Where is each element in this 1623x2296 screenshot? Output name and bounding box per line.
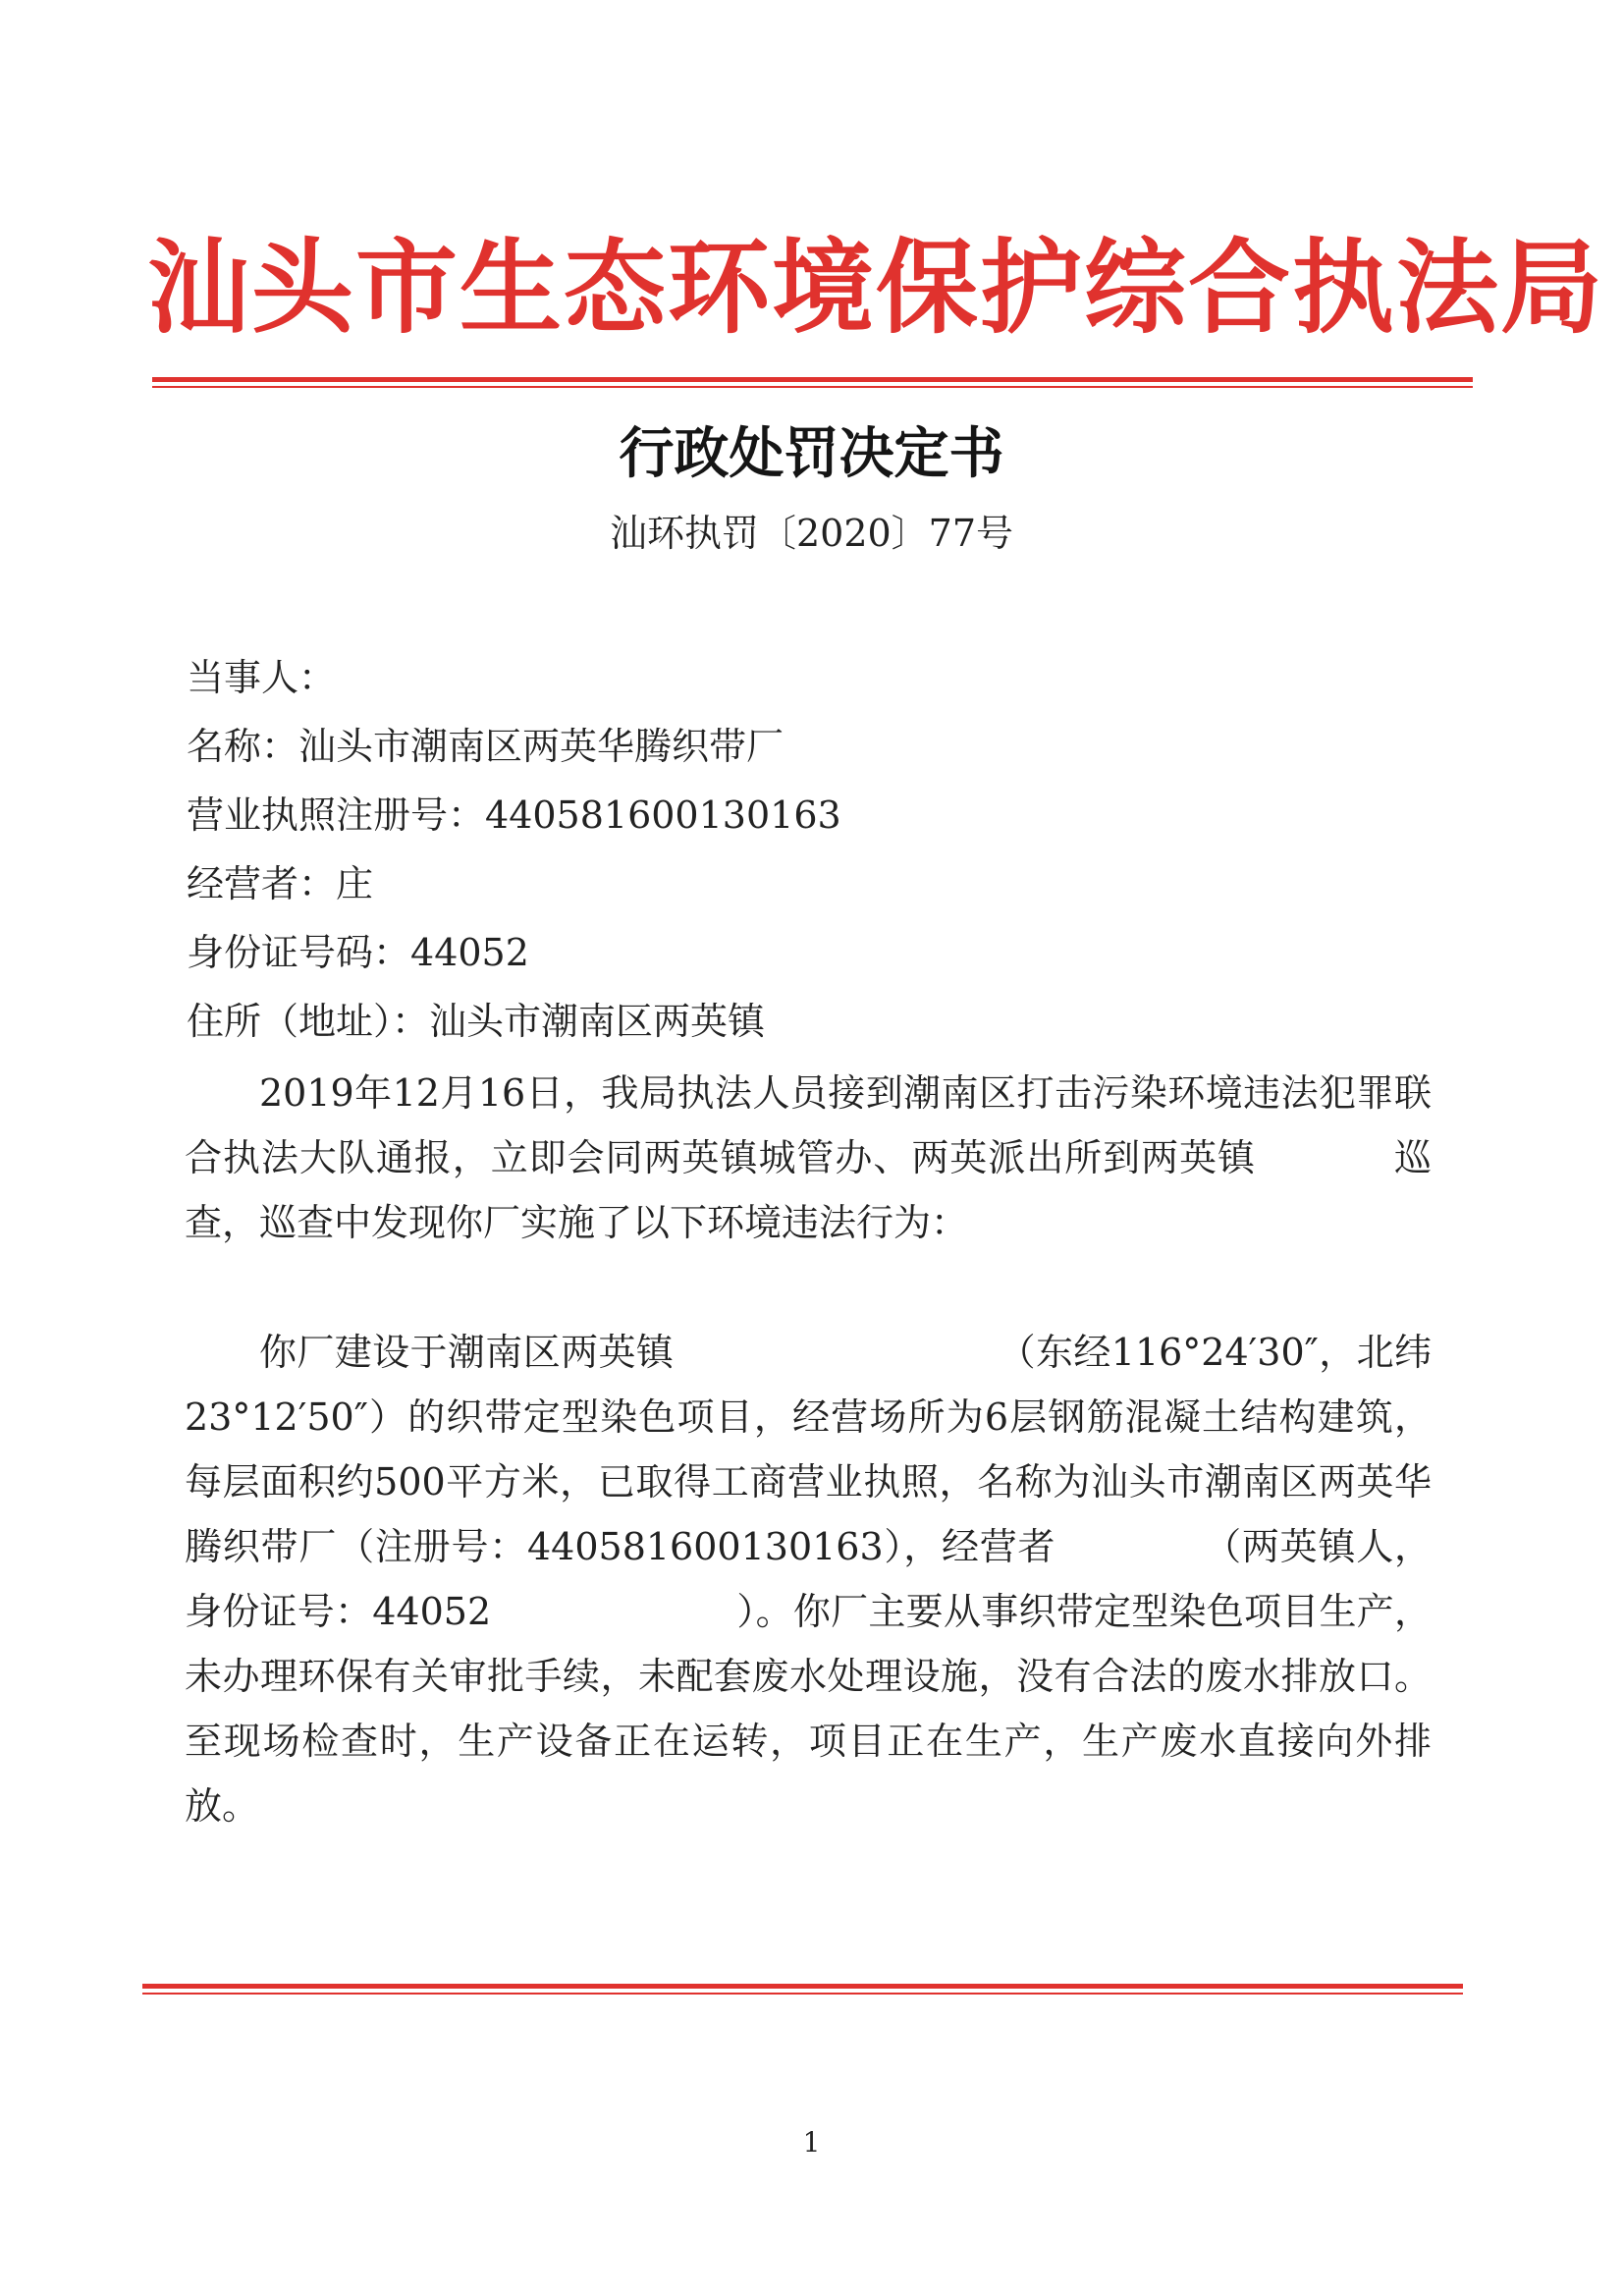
body-paragraph-1: [185, 1061, 1432, 1255]
license-label: 营业执照注册号：: [187, 793, 486, 837]
address-label: 住所（地址）：: [187, 1000, 430, 1043]
page-number: 1: [802, 2126, 821, 2159]
body-paragraph-2: [185, 1320, 1432, 1838]
license-row: [187, 786, 841, 845]
operator-row: [187, 854, 373, 913]
agency-masthead: 汕头市生态环境保护综合执法局: [147, 227, 1605, 348]
paragraph-2-text-a: 你厂建设于潮南区两英镇: [259, 1331, 675, 1374]
document-number: 汕环执罚〔2020〕77号: [609, 512, 1014, 555]
red-rule-thick: [142, 1984, 1463, 1989]
operator-label: 经营者：: [187, 862, 337, 905]
red-rule-thin: [142, 1993, 1463, 1995]
party-name-label: 名称：: [187, 725, 299, 768]
footer-red-rule: [142, 1984, 1463, 1997]
operator-value: 庄: [336, 862, 374, 905]
paragraph-2-text-c: （两英镇人，身份证号：44052: [185, 1525, 1432, 1633]
id-value: 44052: [410, 931, 529, 974]
id-label: 身份证号码：: [187, 931, 411, 974]
paragraph-2-text-b: （东经116°24′30″，北纬23°12′50″）的织带定型染色项目，经营场所为6层钢筋混凝土结构建筑，每层面积约500平方米，已取得工商营业执照，名称为汕头市潮南区两英华腾织带厂（注册号：440581600130163），经营者: [185, 1331, 1432, 1568]
address-value: 汕头市潮南区两英镇: [429, 1000, 766, 1043]
id-row: [187, 923, 529, 982]
party-name-value: 汕头市潮南区两英华腾织带厂: [298, 725, 784, 768]
party-heading: 当事人：: [187, 656, 337, 699]
license-value: 440581600130163: [485, 793, 841, 837]
address-row: [187, 992, 765, 1051]
party-name-row: [187, 717, 784, 776]
paragraph-1-text-b: 巡查，巡查中发现你厂实施了以下环境违法行为：: [185, 1136, 1432, 1244]
header-red-rule: [152, 377, 1473, 391]
red-rule-thick: [152, 377, 1473, 382]
document-title: 行政处罚决定书: [619, 421, 1004, 486]
red-rule-thin: [152, 386, 1473, 388]
paragraph-1-text-a: 2019年12月16日，我局执法人员接到潮南区打击污染环境违法犯罪联合执法大队通报，立即会同两英镇城管办、两英派出所到两英镇: [185, 1071, 1432, 1179]
paragraph-2-text-d: ）。你厂主要从事织带定型染色项目生产，未办理环保有关审批手续，未配套废水处理设施，没有合法的废水排放口。至现场检查时，生产设备正在运转，项目正在生产，生产废水直接向外排放。: [185, 1590, 1432, 1828]
